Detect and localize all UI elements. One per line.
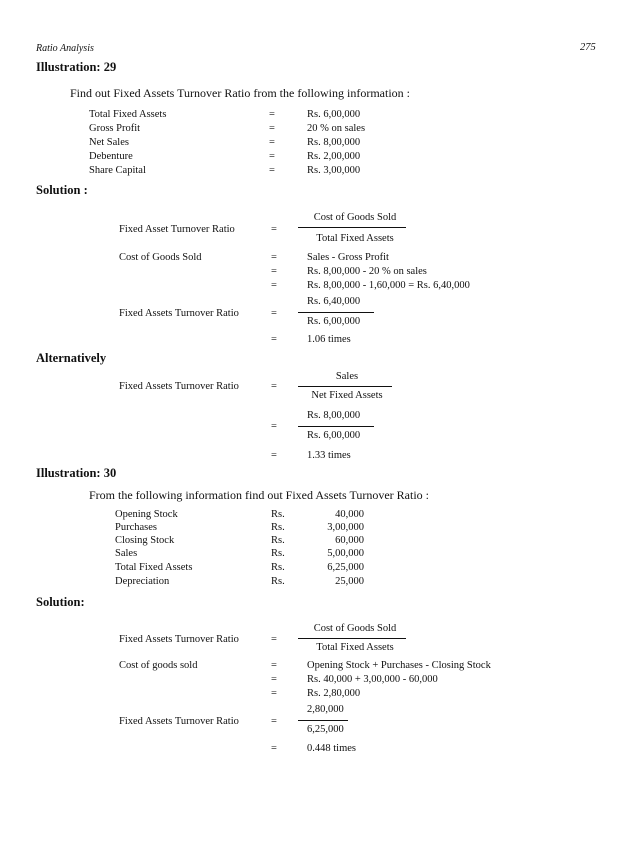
table-row-label: Share Capital <box>89 165 146 176</box>
formula-denominator: Rs. 6,00,000 <box>307 430 361 441</box>
table-row-currency: Rs. <box>271 535 285 546</box>
table-row-currency: Rs. <box>271 509 285 520</box>
table-row-value: Rs. 2,00,000 <box>307 151 361 162</box>
table-row-eq: = <box>269 109 275 120</box>
fraction-bar <box>298 426 374 427</box>
cogs-eq: = <box>271 688 277 699</box>
table-row-label: Net Sales <box>89 137 129 148</box>
formula-denominator: Net Fixed Assets <box>311 390 383 401</box>
formula-numerator: 2,80,000 <box>307 704 344 715</box>
table-row-label: Depreciation <box>115 576 170 587</box>
fraction-bar <box>298 386 392 387</box>
table-row-label: Debenture <box>89 151 133 162</box>
cogs-eq: = <box>271 280 277 291</box>
fraction-bar <box>298 227 406 228</box>
table-row-label: Total Fixed Assets <box>89 109 167 120</box>
cogs-eq: = <box>271 674 277 685</box>
illustration-30-intro: From the following information find out Fixed Assets Turnover Ratio : <box>89 488 429 502</box>
cogs-eq: = <box>271 660 277 671</box>
table-row-label: Sales <box>115 548 138 559</box>
formula-eq: = <box>271 224 277 235</box>
illustration-30-heading: Illustration: 30 <box>36 466 117 480</box>
formula-label: Fixed Assets Turnover Ratio <box>119 634 239 645</box>
cogs-label: Cost of goods sold <box>119 660 198 671</box>
cogs-line: Rs. 40,000 + 3,00,000 - 60,000 <box>307 674 438 685</box>
illustration-29-intro: Find out Fixed Assets Turnover Ratio from the following information : <box>70 86 410 100</box>
table-row-eq: = <box>269 137 275 148</box>
table-row-label: Total Fixed Assets <box>115 562 193 573</box>
table-row-eq: = <box>269 151 275 162</box>
cogs-line: Opening Stock + Purchases - Closing Stock <box>307 660 491 671</box>
table-row-value: Rs. 3,00,000 <box>307 165 361 176</box>
cogs-line: Sales - Gross Profit <box>307 252 389 263</box>
formula-eq: = <box>271 421 277 432</box>
formula-label: Fixed Assets Turnover Ratio <box>119 716 239 727</box>
table-row-eq: = <box>269 165 275 176</box>
formula-denominator: Total Fixed Assets <box>316 233 394 244</box>
table-row-label: Opening Stock <box>115 509 178 520</box>
formula-denominator: Total Fixed Assets <box>316 642 394 653</box>
formula-numerator: Cost of Goods Sold <box>313 212 397 223</box>
formula-eq: = <box>271 381 277 392</box>
formula-eq: = <box>271 308 277 319</box>
result-value: 0.448 times <box>307 743 356 754</box>
table-row-value: 60,000 <box>335 535 364 546</box>
table-row-currency: Rs. <box>271 548 285 559</box>
cogs-label: Cost of Goods Sold <box>119 252 202 263</box>
formula-numerator: Rs. 6,40,000 <box>307 296 361 307</box>
fraction-bar <box>298 638 406 639</box>
fraction-bar <box>298 312 374 313</box>
formula-numerator: Rs. 8,00,000 <box>307 410 361 421</box>
cogs-line: Rs. 8,00,000 - 20 % on sales <box>307 266 427 277</box>
solution-30-heading: Solution: <box>36 595 85 609</box>
table-row-value: 5,00,000 <box>327 548 364 559</box>
result-eq: = <box>271 743 277 754</box>
table-row-value: Rs. 6,00,000 <box>307 109 361 120</box>
formula-denominator: 6,25,000 <box>307 724 344 735</box>
formula-numerator: Sales <box>335 371 359 382</box>
formula-eq: = <box>271 634 277 645</box>
page-number: 275 <box>580 42 596 53</box>
formula-label: Fixed Assets Turnover Ratio <box>119 381 239 392</box>
result-eq: = <box>271 450 277 461</box>
table-row-value: 6,25,000 <box>327 562 364 573</box>
table-row-label: Closing Stock <box>115 535 175 546</box>
result-value: 1.33 times <box>307 450 351 461</box>
formula-numerator: Cost of Goods Sold <box>313 623 397 634</box>
fraction-bar <box>298 720 348 721</box>
table-row-currency: Rs. <box>271 576 285 587</box>
table-row-value: 25,000 <box>335 576 364 587</box>
table-row-value: Rs. 8,00,000 <box>307 137 361 148</box>
table-row-currency: Rs. <box>271 562 285 573</box>
table-row-value: 20 % on sales <box>307 123 366 134</box>
table-row-eq: = <box>269 123 275 134</box>
formula-eq: = <box>271 716 277 727</box>
formula-label: Fixed Asset Turnover Ratio <box>119 224 235 235</box>
cogs-line: Rs. 8,00,000 - 1,60,000 = Rs. 6,40,000 <box>307 280 470 291</box>
result-value: 1.06 times <box>307 334 351 345</box>
table-row-label: Purchases <box>115 522 157 533</box>
illustration-29-heading: Illustration: 29 <box>36 60 117 74</box>
running-title: Ratio Analysis <box>36 43 94 54</box>
cogs-eq: = <box>271 266 277 277</box>
alternatively-heading: Alternatively <box>36 351 107 365</box>
cogs-line: Rs. 2,80,000 <box>307 688 361 699</box>
result-eq: = <box>271 334 277 345</box>
solution-29-heading: Solution : <box>36 183 88 197</box>
cogs-eq: = <box>271 252 277 263</box>
table-row-value: 3,00,000 <box>327 522 364 533</box>
formula-denominator: Rs. 6,00,000 <box>307 316 361 327</box>
table-row-value: 40,000 <box>335 509 364 520</box>
table-row-label: Gross Profit <box>89 123 141 134</box>
table-row-currency: Rs. <box>271 522 285 533</box>
formula-label: Fixed Assets Turnover Ratio <box>119 308 239 319</box>
